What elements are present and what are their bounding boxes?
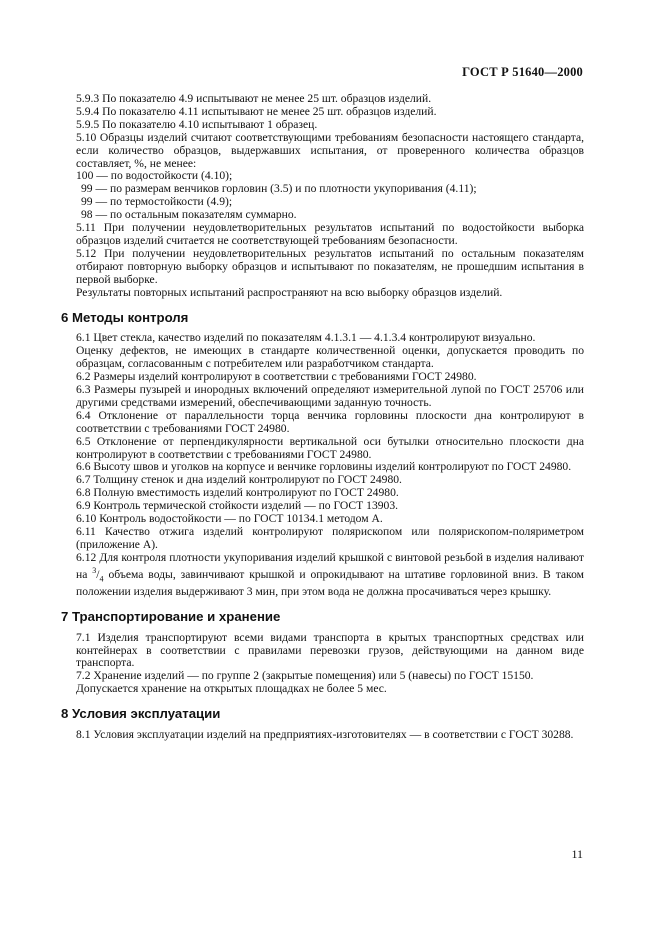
section-8-title: 8 Условия эксплуатации [61, 706, 221, 722]
para-7-2-open: Допускается хранение на открытых площадках не более 5 мес. [76, 682, 387, 696]
para-6-5: 6.5 Отклонение от перпендикулярности вертикальной оси бутылки относительно плоскости дна контролируют в соответствии с требованиями ГОСТ 24980. [76, 434, 584, 461]
para-8-1: 8.1 Условия эксплуатации изделий на предприятиях-изготовителях — в соответствии с ГОСТ 30288. [76, 728, 574, 742]
section-6-title: 6 Методы контроля [61, 309, 189, 325]
para-7-2: 7.2 Хранение изделий — по группе 2 (закрытые помещения) или 5 (навесы) по ГОСТ 15150. [76, 669, 534, 683]
page-content [61, 92, 584, 742]
fraction-numerator: 3 [92, 565, 97, 575]
page-number: 11 [571, 847, 583, 861]
para-7-1: 7.1 Изделия транспортируют всеми видами транспорта в крытых транспортных средствах или контейнерах в соответствии с правилами перевозки грузов, действующими на данном виде транспорта. [76, 630, 584, 670]
para-6-9: 6.9 Контроль термической стойкости изделий — по ГОСТ 13903. [76, 499, 399, 513]
para-5-12: 5.12 При получении неудовлетворительных результатов испытаний по остальным показателям отбирают повторную выборку образцов и испытывают по показателям, не прошедшим испытания в первой выборке. [76, 246, 584, 286]
para-5-11: 5.11 При получении неудовлетворительных результатов испытаний по водостойкости выборка образцов изделий считается не соответствующей требованиям безопасности. [76, 221, 584, 247]
list-99-a: 99 — по размерам венчиков горловин (3.5) и по плотности укупоривания (4.11); [81, 182, 477, 196]
para-5-9-3: 5.9.3 По показателю 4.9 испытывают не менее 25 шт. образцов изделий. [76, 92, 432, 105]
para-6-12 [76, 552, 584, 599]
para-6-1-defects: Оценку дефектов, не имеющих в стандарте количественной оценки, допускается проводить по образцам, согласованным с потребителем или разработчиком стандарта. [76, 344, 584, 371]
fraction-three-quarters: $^3/_4$ [92, 565, 104, 583]
para-6-3: 6.3 Размеры пузырей и инородных включений определяют измерительной лупой по ГОСТ 25706 или другими средствами измерений, обеспечивающими заданную точность. [76, 383, 584, 409]
para-6-1: 6.1 Цвет стекла, качество изделий по показателям 4.1.3.1 — 4.1.3.4 контролируют визуально. [76, 331, 536, 345]
list-98: 98 — по остальным показателям суммарно. [81, 208, 297, 222]
para-repeat-results: Результаты повторных испытаний распространяют на всю выборку образцов изделий. [76, 285, 503, 299]
para-5-10-text: 5.10 Образцы изделий считают соответствующими требованиям безопасности настоящего стандарта, если количество образцов, выдержавших испытания, от проверенного количества образцов составляет, %, не менее: [76, 130, 584, 170]
para-5-10 [76, 132, 584, 171]
para-5-9-5: 5.9.5 По показателю 4.10 испытывают 1 образец. [76, 117, 318, 131]
para-5-9-4: 5.9.4 По показателю 4.11 испытывают не менее 25 шт. образцов изделий. [76, 104, 437, 118]
fraction-denominator: 4 [99, 573, 104, 583]
para-6-12-start: 6.12 Для контроля плотности укупоривания изделий крышкой с винтовой резьбой в изделия наливают на [76, 550, 584, 581]
para-6-2: 6.2 Размеры изделий контролируют в соответствии с требованиями ГОСТ 24980. [76, 370, 477, 384]
para-6-10: 6.10 Контроль водостойкости — по ГОСТ 10134.1 методом А. [76, 512, 383, 526]
para-6-6: 6.6 Высоту швов и уголков на корпусе и венчике горловины изделий контролируют по ГОСТ 24980. [76, 460, 572, 474]
document-code: ГОСТ Р 51640—2000 [462, 65, 583, 79]
list-100: 100 — по водостойкости (4.10); [76, 169, 233, 183]
list-99-b: 99 — по термостойкости (4.9); [81, 195, 233, 209]
para-6-4: 6.4 Отклонение от параллельности торца венчика горловины плоскости дна контролируют в соответствии с требованиями ГОСТ 24980. [76, 408, 584, 435]
para-6-11: 6.11 Качество отжига изделий контролируют полярископом или полярископом-поляриметром (приложение А). [76, 525, 584, 551]
para-6-7: 6.7 Толщину стенок и дна изделий контролируют по ГОСТ 24980. [76, 473, 402, 487]
section-7-title: 7 Транспортирование и хранение [61, 608, 281, 624]
para-6-8: 6.8 Полную вместимость изделий контролируют по ГОСТ 24980. [76, 486, 399, 500]
para-6-12-end: объема воды, завинчивают крышкой и опрокидывают на штативе горловиной вниз. В таком положении изделия выдерживают 3 мин, при этом вода не должна просачиваться через крышку. [76, 567, 584, 598]
